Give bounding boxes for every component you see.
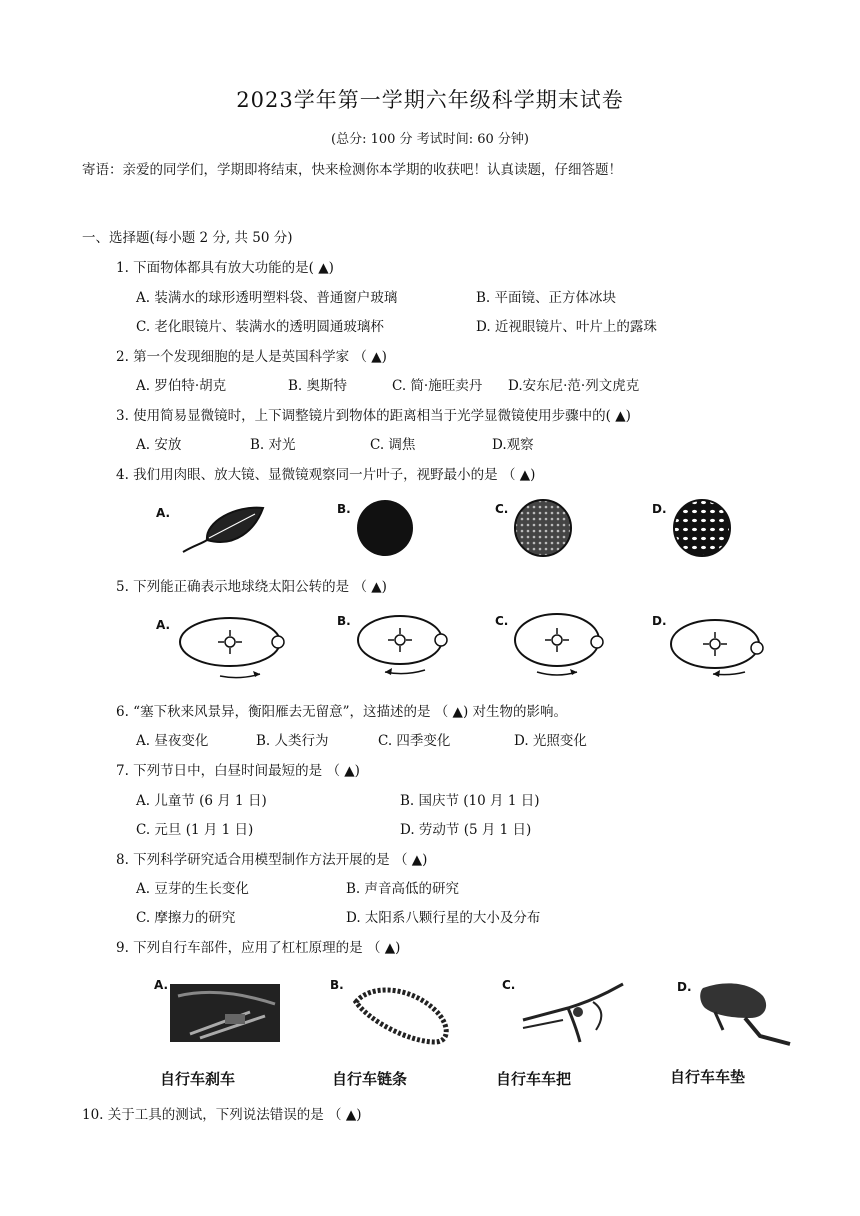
q9-caption-a: 自行车刹车 bbox=[160, 1070, 236, 1088]
leaf-image bbox=[175, 500, 270, 558]
q9-caption-d: 自行车车垫 bbox=[670, 1068, 746, 1086]
bike-saddle-image bbox=[695, 978, 795, 1048]
q3-option-c: C. 调焦 bbox=[370, 437, 416, 453]
q3-option-d: D.观察 bbox=[492, 437, 534, 453]
q3-option-a: A. 安放 bbox=[136, 437, 182, 453]
q6-option-c: C. 四季变化 bbox=[378, 733, 451, 749]
q6-option-d: D. 光照变化 bbox=[514, 733, 587, 749]
q9-caption-c: 自行车车把 bbox=[496, 1070, 572, 1088]
bike-chain-image bbox=[350, 982, 460, 1048]
question-7: 7. 下列节日中，白昼时间最短的是 （ ▲) bbox=[116, 763, 360, 779]
question-1: 1. 下面物体都具有放大功能的是( ▲) bbox=[116, 260, 334, 276]
q1-option-d: D. 近视眼镜片、叶片上的露珠 bbox=[476, 319, 657, 335]
q3-option-b: B. 对光 bbox=[250, 437, 296, 453]
q1-option-c: C. 老化眼镜片、装满水的透明圆通玻璃杯 bbox=[136, 319, 384, 335]
q8-option-b: B. 声音高低的研究 bbox=[346, 881, 460, 897]
question-2: 2. 第一个发现细胞的是人是英国科学家 （ ▲) bbox=[116, 349, 387, 365]
q4-images bbox=[150, 496, 790, 566]
orbit-diagram-b bbox=[355, 610, 475, 684]
question-8: 8. 下列科学研究适合用模型制作方法开展的是 （ ▲) bbox=[116, 852, 428, 868]
q2-option-b: B. 奥斯特 bbox=[288, 378, 348, 394]
q9-bike-parts bbox=[150, 966, 800, 1091]
q5-label-a: A. bbox=[156, 618, 171, 632]
exam-title: 2023学年第一学期六年级科学期末试卷 bbox=[236, 88, 624, 112]
q1-option-b: B. 平面镜、正方体冰块 bbox=[476, 290, 617, 306]
q9-label-d: D. bbox=[677, 980, 692, 994]
q4-label-b: B. bbox=[337, 502, 351, 516]
q5-label-b: B. bbox=[337, 614, 351, 628]
question-9: 9. 下列自行车部件，应用了杠杠原理的是 （ ▲) bbox=[116, 940, 401, 956]
message: 寄语：亲爱的同学们，学期即将结束，快来检测你本学期的收获吧！认真读题，仔细答题！ bbox=[82, 162, 622, 178]
dark-circle-image bbox=[355, 498, 415, 558]
q8-option-d: D. 太阳系八颗行星的大小及分布 bbox=[346, 910, 541, 926]
q7-option-d: D. 劳动节 (5 月 1 日) bbox=[400, 822, 532, 838]
q9-label-c: C. bbox=[502, 978, 516, 992]
question-6: 6. “塞下秋来风景异，衡阳雁去无留意”，这描述的是 （ ▲) 对生物的影响。 bbox=[116, 704, 567, 720]
bike-brake-image bbox=[170, 984, 280, 1042]
q5-label-c: C. bbox=[495, 614, 509, 628]
q1-option-a: A. 装满水的球形透明塑料袋、普通窗户玻璃 bbox=[136, 290, 398, 306]
orbit-diagram-a bbox=[175, 612, 295, 686]
cell-pattern-image bbox=[672, 498, 732, 558]
q9-label-a: A. bbox=[154, 978, 169, 992]
q2-option-c: C. 简·施旺卖丹 bbox=[392, 378, 483, 394]
section-heading: 一、选择题(每小题 2 分, 共 50 分) bbox=[82, 230, 293, 246]
bike-handlebar-image bbox=[518, 972, 628, 1052]
q8-option-a: A. 豆芽的生长变化 bbox=[136, 881, 249, 897]
exam-subtitle: (总分: 100 分 考试时间: 60 分钟) bbox=[331, 132, 529, 147]
question-10: 10. 关于工具的测试，下列说法错误的是 （ ▲) bbox=[82, 1107, 362, 1123]
q9-caption-b: 自行车链条 bbox=[332, 1070, 408, 1088]
q5-orbit-diagrams bbox=[150, 608, 790, 688]
q6-option-a: A. 昼夜变化 bbox=[136, 733, 209, 749]
textured-circle-image bbox=[513, 498, 573, 558]
q9-label-b: B. bbox=[330, 978, 344, 992]
question-3: 3. 使用简易显微镜时，上下调整镜片到物体的距离相当于光学显微镜使用步骤中的( ▲) bbox=[116, 408, 631, 424]
q5-label-d: D. bbox=[652, 614, 667, 628]
q8-option-c: C. 摩擦力的研究 bbox=[136, 910, 236, 926]
question-5: 5. 下列能正确表示地球绕太阳公转的是 （ ▲) bbox=[116, 579, 387, 595]
q4-label-a: A. bbox=[156, 506, 171, 520]
q2-option-a: A. 罗伯特·胡克 bbox=[136, 378, 227, 394]
orbit-diagram-d bbox=[665, 614, 785, 688]
q7-option-b: B. 国庆节 (10 月 1 日) bbox=[400, 793, 540, 809]
q6-option-b: B. 人类行为 bbox=[256, 733, 329, 749]
orbit-diagram-c bbox=[512, 610, 632, 684]
q7-option-c: C. 元旦 (1 月 1 日) bbox=[136, 822, 254, 838]
q7-option-a: A. 儿童节 (6 月 1 日) bbox=[136, 793, 267, 809]
q4-label-d: D. bbox=[652, 502, 667, 516]
q4-label-c: C. bbox=[495, 502, 509, 516]
question-4: 4. 我们用肉眼、放大镜、显微镜观察同一片叶子，视野最小的是 （ ▲) bbox=[116, 467, 536, 483]
q2-option-d: D.安东尼·范·列文虎克 bbox=[508, 378, 640, 394]
